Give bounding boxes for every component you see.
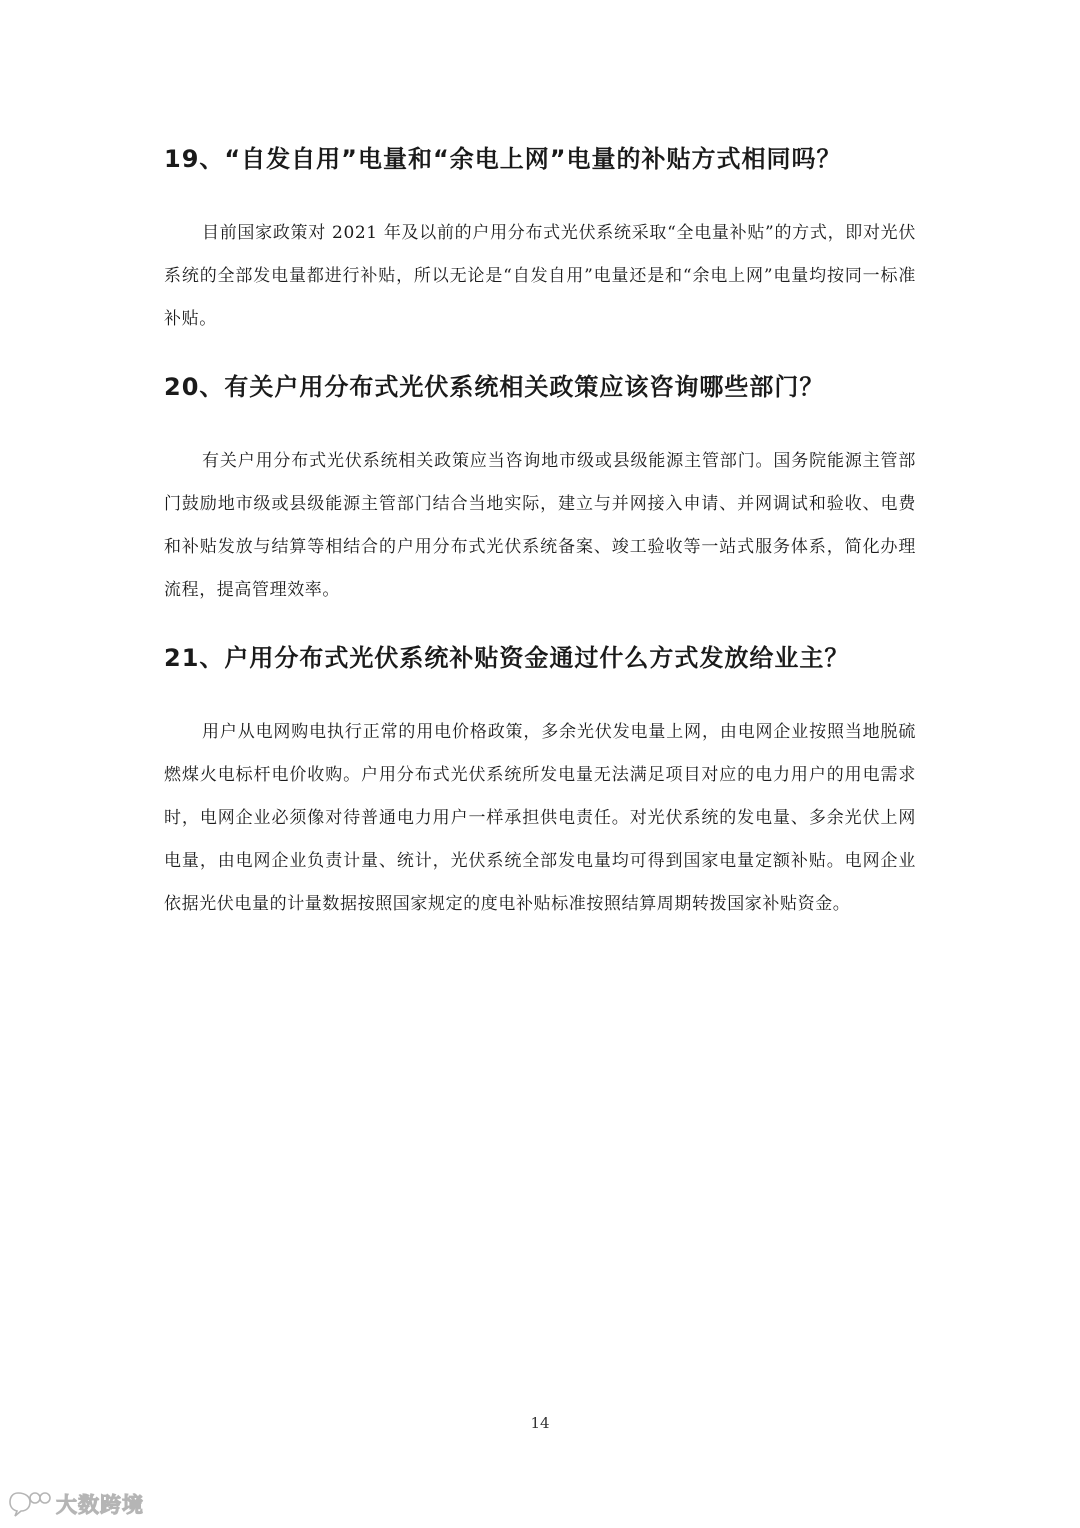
answer-paragraph-20: 有关户用分布式光伏系统相关政策应当咨询地市级或县级能源主管部门。国务院能源主管部门鼓励地市级或县级能源主管部门结合当地实际，建立与并网接入申请、并网调试和验收、电费和补贴发放与结算等相结合的户用分布式光伏系统备案、竣工验收等一站式服务体系，简化办理流程，提高管理效率。 — [164, 451, 916, 600]
answer-paragraph-19: 目前国家政策对 2021 年及以前的户用分布式光伏系统采取“全电量补贴”的方式，即对光伏系统的全部发电量都进行补贴，所以无论是“自发自用”电量还是和“余电上网”电量均按同一标准补贴。 — [164, 223, 916, 329]
question-title-21: 21、户用分布式光伏系统补贴资金通过什么方式发放给业主？ — [164, 644, 850, 672]
question-title-20: 20、有关户用分布式光伏系统相关政策应该咨询哪些部门？ — [164, 373, 825, 401]
watermark — [8, 1488, 144, 1520]
faq-section-19 — [164, 142, 916, 341]
answer-paragraph-21: 用户从电网购电执行正常的用电价格政策，多余光伏发电量上网，由电网企业按照当地脱硫燃煤火电标杆电价收购。户用分布式光伏系统所发电量无法满足项目对应的电力用户的用电需求时，电网企业必须像对待普通电力用户一样承担供电责任。对光伏系统的发电量、多余光伏上网电量，由电网企业负责计量、统计，光伏系统全部发电量均可得到国家电量定额补贴。电网企业依据光伏电量的计量数据按照国家规定的度电补贴标准按照结算周期转拨国家补贴资金。 — [164, 722, 916, 914]
faq-section-20 — [164, 370, 916, 612]
watermark-text: 大数跨境 — [56, 1493, 144, 1517]
page-number: 14 — [530, 1414, 550, 1432]
faq-section-21 — [164, 641, 916, 926]
chat-bubble-logo-icon — [8, 1489, 52, 1519]
question-title-19: 19、“自发自用”电量和“余电上网”电量的补贴方式相同吗？ — [164, 145, 842, 173]
